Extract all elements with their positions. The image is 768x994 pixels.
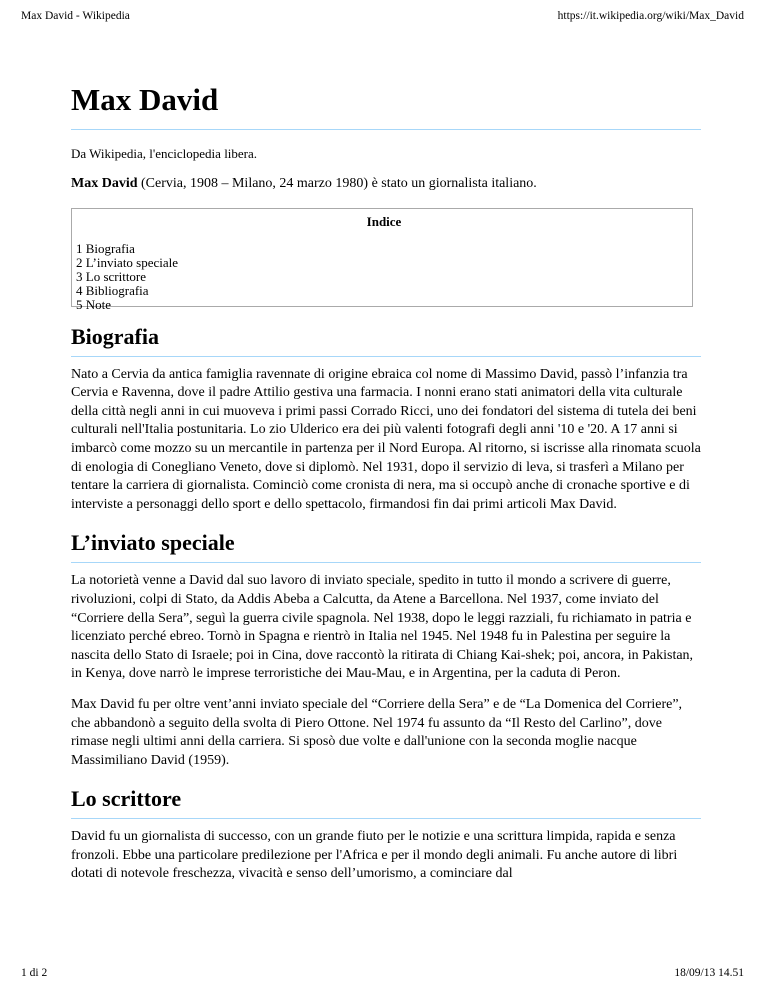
inviato-paragraph-1: La notorietà venne a David dal suo lavoro di inviato speciale, spedito in tutto il mondo a scrivere di guerre, rivoluzioni, colpi di Stato, da Addis Abeba a Calcutta, da Atene a Barcellona. Nel 1937, come inviato del “Corriere della Sera”, seguì la guerra civile spagnola. Nel 1938, dopo le leggi razziali, fu richiamato in patria e licenziato perché ebreo. Tornò in Spagna e rientrò in Italia nel 1945. Nel 1948 fu in Palestina per seguire la nascita dello Stato di Israele; poi in Cina, dove raccontò la ritirata di Chiang Kai-shek; poi, ancora, in Pakistan, in Kenya, dove narrò le imprese terroristiche dei Mau-Mau, e in Argentina, per la caduta di Peron. [71, 573, 694, 682]
scrittore-paragraph: David fu un giornalista di successo, con un grande fiuto per le notizie e una scrittura limpida, rapida e senza fronzoli. Ebbe una particolare predilezione per l'Africa e per il mondo degli animali. Fu anche autore di libri dotati di notevole freschezza, vivacità e senso dell’umorismo, a cominciare dal [71, 829, 678, 882]
toc-item-bibliografia[interactable]: 4 Bibliografia [76, 282, 149, 298]
lead-subject: Max David [71, 176, 138, 191]
toc-list [76, 242, 692, 312]
lead-paragraph [71, 175, 701, 194]
toc-item-scrittore[interactable]: 3 Lo scrittore [76, 268, 147, 284]
section-heading-biografia: Biografia [71, 324, 701, 357]
toc-item-note[interactable]: 5 Note [76, 296, 112, 312]
page-title: Max David [71, 83, 701, 130]
site-subtitle: Da Wikipedia, l'enciclopedia libera. [71, 146, 258, 161]
article-content [71, 83, 701, 884]
toc-item-inviato-speciale[interactable]: 2 L’inviato speciale [76, 254, 179, 270]
toc-title: Indice [366, 213, 402, 229]
lead-text: (Cervia, 1908 – Milano, 24 marzo 1980) è stato un giornalista italiano. [137, 176, 537, 191]
section-heading-scrittore: Lo scrittore [71, 786, 701, 819]
print-header-url: https://it.wikipedia.org/wiki/Max_David [557, 10, 744, 22]
print-footer-date: 18/09/13 14.51 [674, 967, 744, 979]
section-heading-inviato-speciale: L’inviato speciale [71, 530, 701, 563]
toc-item-biografia[interactable]: 1 Biografia [76, 240, 135, 256]
table-of-contents [71, 208, 693, 312]
print-header-title: Max David - Wikipedia [21, 10, 130, 22]
biografia-paragraph: Nato a Cervia da antica famiglia ravennate di origine ebraica col nome di Massimo David, passò l’infanzia tra Cervia e Ravenna, dove il padre Attilio gestiva una farmacia. I nonni erano stati animatori della vita culturale della città negli anni in cui muoveva i primi passi Corrado Ricci, uno dei fondatori del sistema di tutela dei beni culturali nell'Italia postunitaria. Lo zio Ulderico era dei più valenti fotografi degli anni '10 e '20. A 17 anni si imbarcò come mozzo su un mercantile in partenza per il Nord Europa. Al ritorno, si iscrisse alla rinomata scuola di enologia di Conegliano Veneto, dove si diplomò. Nel 1931, dopo il servizio di leva, si trasferì a Milano per tentare la carriera di giornalista. Cominciò come cronista di nera, ma si occupò anche di cronache sportive e di interviste a personaggi dello sport e dello spettacolo, firmandosi fin dai primi articoli Max David. [71, 366, 701, 512]
print-footer-page: 1 di 2 [21, 967, 48, 979]
inviato-paragraph-2: Max David fu per oltre vent’anni inviato speciale del “Corriere della Sera” e de “La Domenica del Corriere”, che abbandonò a seguito della svolta di Piero Ottone. Nel 1974 fu assunto da “Il Resto del Carlino”, dove rimase negli ultimi anni della carriera. Si sposò due volte e dall'unione con la seconda moglie nacque Massimiliano David (1959). [71, 696, 683, 768]
